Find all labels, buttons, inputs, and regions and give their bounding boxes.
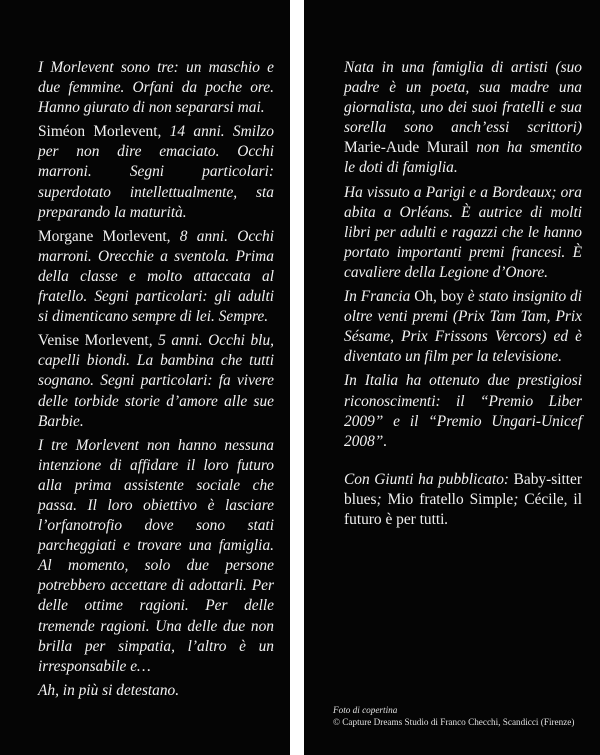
bio-text: Nata in una famiglia di artisti (suo padre è un poeta, sua madre una giornalista, uno dei suoi fratelli e sua sorella sono anch’essi scrittori) xyxy=(344,59,582,137)
character-morgane xyxy=(38,227,274,327)
author-name: Marie-Aude Murail xyxy=(344,139,469,157)
spacer xyxy=(344,456,582,470)
character-venise xyxy=(38,331,274,431)
photo-credits xyxy=(333,704,574,728)
bio-text: In Francia xyxy=(344,288,415,306)
back-cover-right-column xyxy=(304,0,600,755)
book-title: Mio fratello Simple xyxy=(387,490,514,508)
credits-caption: Foto di copertina xyxy=(333,705,398,715)
book-title: Baby-sitter blues xyxy=(344,470,582,508)
back-cover-left-column xyxy=(0,0,290,755)
publisher-bibliography xyxy=(344,470,582,530)
author-bio-residence: Ha vissuto a Parigi e a Bordeaux; ora abita a Orléans. È autrice di molti libri per adulti e ragazzi che le hanno portato importanti premi francesi. È cavaliere della Legione d’Onore. xyxy=(344,183,582,281)
character-name: Venise Morlevent, xyxy=(38,332,153,350)
synopsis-closing: Ah, in più si detestano. xyxy=(38,681,180,699)
character-description: 8 anni. Occhi marroni. Orecchie a sventola. Prima della classe e molto attaccata al fratello. Segni particolari: gli adulti si dimenticano sempre di lei. Sempre. xyxy=(38,227,274,326)
spine-divider xyxy=(290,0,304,755)
bio-text: non ha smentito le doti di famiglia. xyxy=(344,139,582,177)
character-name: Siméon Morlevent, xyxy=(38,123,162,141)
character-description: 14 anni. Smilzo per non dire emaciato. Occhi marroni. Segni particolari: superdotato intellettualmente, sta preparando la maturità. xyxy=(38,123,274,221)
character-name: Morgane Morlevent, xyxy=(38,227,171,245)
synopsis-plot: I tre Morlevent non hanno nessuna intenzione di affidare il loro futuro alla prima assistente sociale che passa. Il loro obiettivo è lasciare l’orfanotrofio dove sono stati parcheggiati e trovare una famiglia. Al momento, solo due persone potrebbero accettare di adottarli. Per delle ottime ragioni. Per delle tremende ragioni. Una delle due non brilla per simpatia, l’altro è un irresponsabile e… xyxy=(38,436,274,675)
separator: ; xyxy=(513,490,525,508)
character-simeon xyxy=(38,122,274,222)
bio-text: Con Giunti ha pubblicato: xyxy=(344,470,514,488)
synopsis-intro: I Morlevent sono tre: un maschio e due femmine. Orfani da poche ore. Hanno giurato di non separarsi mai. xyxy=(38,59,274,117)
book-title: Oh, boy xyxy=(414,288,464,306)
character-description: 5 anni. Occhi blu, capelli biondi. La bambina che tutti sognano. Segni particolari: fa vivere delle torbide storie d’amore alle sue Barbie. xyxy=(38,332,274,430)
author-bio-italy-awards: In Italia ha ottenuto due prestigiosi riconoscimenti: il “Premio Liber 2009” e il “Premio Ungari-Unicef 2008”. xyxy=(344,372,582,450)
book-title: Cécile, il futuro è per tutti xyxy=(344,490,582,528)
bio-text: è stato insignito di oltre venti premi (Prix Tam Tam, Prix Sésame, Prix Frissons Vercors) ed è diventato un film per la televisione. xyxy=(344,288,582,366)
separator: ; xyxy=(376,490,388,508)
author-bio-family xyxy=(344,58,582,179)
credits-line: © Capture Dreams Studio di Franco Checchi, Scandicci (Firenze) xyxy=(333,717,575,727)
separator: . xyxy=(444,510,449,528)
author-bio-france-awards xyxy=(344,287,582,367)
